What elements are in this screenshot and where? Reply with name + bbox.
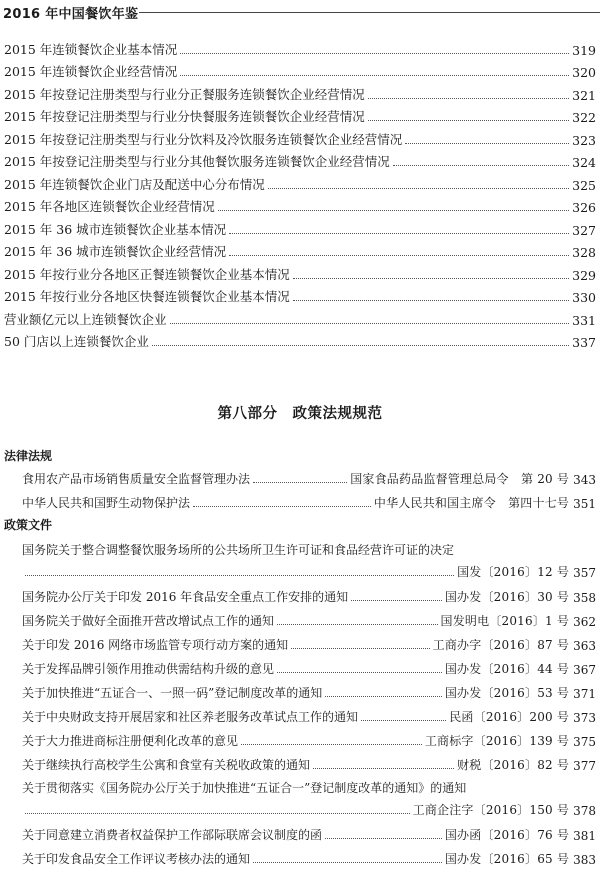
leader-dots	[25, 813, 410, 814]
leader-dots	[193, 506, 371, 507]
entry-page: 357	[573, 566, 596, 580]
entry-page: 367	[573, 663, 596, 677]
leader-dots	[268, 188, 569, 189]
entry-source: 国办发〔2016〕65 号	[444, 852, 570, 866]
entry-title: 营业额亿元以上连锁餐饮企业	[4, 311, 167, 327]
leader-dots	[405, 143, 569, 144]
toc-entry[interactable]	[22, 798, 596, 818]
entry-title: 2015 年连锁餐饮企业基本情况	[4, 41, 178, 57]
toc-entry[interactable]	[0, 193, 600, 216]
toc-entry[interactable]	[0, 170, 600, 193]
leader-dots	[325, 696, 442, 697]
entry-page: 324	[572, 155, 596, 170]
leader-dots	[170, 323, 570, 324]
leader-dots	[393, 165, 569, 166]
entry-source: 国办发〔2016〕53 号	[444, 686, 570, 700]
entry-title[interactable]: 国务院关于整合调整餐饮服务场所的公共场所卫生许可证和食品经营许可证的决定	[22, 543, 455, 557]
toc-entry[interactable]	[22, 609, 596, 629]
entry-page: 322	[572, 110, 596, 125]
entry-title: 2015 年连锁餐饮企业经营情况	[4, 64, 178, 79]
entry-title: 关于印发食品安全工作评议考核办法的通知	[22, 852, 251, 866]
entry-page: 362	[573, 615, 596, 629]
leader-dots	[277, 624, 437, 625]
toc-entry[interactable]	[0, 328, 600, 351]
entry-source: 国发〔2016〕12 号	[457, 565, 570, 579]
leader-dots	[253, 482, 347, 483]
entry-source: 民函〔2016〕200 号	[449, 710, 570, 724]
entry-page: 320	[572, 65, 596, 80]
entry-title: 关于同意建立消费者权益保护工作部际联席会议制度的函	[22, 828, 323, 842]
entry-title: 2015 年 36 城市连锁餐饮企业经营情况	[4, 244, 227, 259]
leader-dots	[218, 210, 569, 211]
toc-entry[interactable]	[0, 125, 600, 148]
entry-page: 325	[572, 177, 596, 193]
entry-page: 358	[573, 591, 596, 605]
leader-dots	[241, 744, 422, 745]
toc-entry[interactable]	[22, 823, 596, 843]
entry-source: 财税〔2016〕82 号	[457, 758, 570, 772]
leader-dots	[180, 53, 569, 54]
running-header	[0, 0, 600, 22]
entry-page: 319	[572, 42, 596, 58]
toc-entry[interactable]	[0, 58, 600, 81]
leader-dots	[277, 672, 442, 673]
toc-entry[interactable]	[22, 705, 596, 725]
entry-page: 381	[573, 829, 596, 843]
entry-source: 国发明电〔2016〕1 号	[440, 614, 570, 628]
toc-entry[interactable]	[0, 103, 600, 126]
toc-entry[interactable]	[0, 215, 600, 238]
toc-entry[interactable]	[22, 491, 596, 511]
entry-source: 工商办字〔2016〕87 号	[432, 638, 570, 652]
entry-page: 323	[572, 132, 596, 148]
entry-title: 关于加快推进“五证合一、一照一码”登记制度改革的通知	[22, 686, 323, 700]
toc-entry[interactable]	[22, 753, 596, 773]
entry-title: 2015 年按行业分各地区正餐连锁餐饮企业基本情况	[4, 266, 290, 282]
category-heading-policy: 政策文件	[4, 518, 53, 532]
entry-title: 关于大力推进商标注册便利化改革的意见	[22, 734, 239, 748]
entry-title: 2015 年按登记注册类型与行业分正餐服务连锁餐饮企业经营情况	[4, 86, 365, 102]
toc-entry[interactable]	[0, 80, 600, 103]
toc-entry[interactable]	[22, 847, 596, 867]
entry-page: 375	[573, 735, 596, 749]
category-heading-laws: 法律法规	[4, 449, 53, 463]
entry-page: 329	[572, 267, 596, 283]
table-of-contents-stats	[0, 35, 600, 350]
entry-title: 食用农产品市场销售质量安全监督管理办法	[22, 472, 251, 486]
entry-title: 关于印发 2016 网络市场监管专项行动方案的通知	[22, 638, 289, 652]
entry-title: 2015 年各地区连锁餐饮企业经营情况	[4, 199, 215, 214]
entry-title: 中华人民共和国野生动物保护法	[22, 496, 191, 510]
entry-title: 关于中央财政支持开展居家和社区养老服务改革试点工作的通知	[22, 710, 359, 724]
entry-title: 2015 年按登记注册类型与行业分饮料及冷饮服务连锁餐饮企业经营情况	[4, 131, 403, 147]
leader-dots	[291, 648, 429, 649]
leader-dots	[325, 838, 442, 839]
leader-dots	[351, 600, 442, 601]
entry-page: 330	[572, 290, 596, 305]
toc-entry[interactable]	[0, 238, 600, 261]
header-rule	[139, 12, 600, 13]
leader-dots	[368, 120, 569, 121]
leader-dots	[253, 862, 442, 863]
entry-title: 50 门店以上连锁餐饮企业	[4, 334, 149, 349]
toc-entry[interactable]	[0, 305, 600, 328]
leader-dots	[152, 345, 569, 346]
toc-entry[interactable]	[22, 729, 596, 749]
leader-dots	[229, 255, 569, 256]
leader-dots	[368, 98, 569, 99]
toc-entry[interactable]	[0, 35, 600, 58]
entry-page: 371	[573, 687, 596, 701]
leader-dots	[313, 768, 454, 769]
entry-source: 工商标字〔2016〕139 号	[424, 734, 570, 748]
entry-page: 326	[572, 200, 596, 215]
entry-source: 国办发〔2016〕30 号	[444, 590, 570, 604]
entry-page: 383	[573, 853, 596, 867]
entry-page: 351	[573, 497, 596, 511]
entry-page: 321	[572, 87, 596, 103]
toc-entry[interactable]	[0, 148, 600, 171]
entry-page: 377	[573, 759, 596, 773]
entry-source: 国办函〔2016〕76 号	[444, 828, 570, 842]
entry-title: 国务院办公厅关于印发 2016 年食品安全重点工作安排的通知	[22, 590, 349, 604]
leader-dots	[25, 575, 454, 576]
toc-entry[interactable]	[22, 633, 596, 653]
entry-page: 378	[573, 804, 596, 818]
entry-title: 国务院关于做好全面推开营改增试点工作的通知	[22, 614, 275, 628]
entry-source: 国办发〔2016〕44 号	[444, 662, 570, 676]
part-title: 第八部分 政策法规规范	[217, 405, 383, 422]
entry-title: 关于继续执行高校学生公寓和食堂有关税收政策的通知	[22, 758, 311, 772]
entry-page: 327	[572, 222, 596, 238]
entry-page: 373	[573, 711, 596, 725]
toc-entry[interactable]	[0, 260, 600, 283]
entry-page: 363	[573, 639, 596, 653]
toc-entry[interactable]	[22, 560, 596, 580]
entry-title: 2015 年按行业分各地区快餐连锁餐饮企业基本情况	[4, 289, 290, 304]
entry-title[interactable]: 关于贯彻落实《国务院办公厅关于加快推进“五证合一”登记制度改革的通知》的通知	[22, 781, 467, 795]
book-title: 2016 年中国餐饮年鉴	[3, 7, 139, 22]
entry-page: 331	[572, 312, 596, 328]
entry-title: 2015 年 36 城市连锁餐饮企业基本情况	[4, 221, 227, 237]
entry-title: 2015 年连锁餐饮企业门店及配送中心分布情况	[4, 176, 265, 192]
toc-entry[interactable]	[22, 657, 596, 677]
entry-source: 中华人民共和国主席令 第四十七号	[373, 496, 570, 510]
leader-dots	[293, 300, 569, 301]
leader-dots	[361, 720, 446, 721]
leader-dots	[293, 278, 569, 279]
entry-title: 关于发挥品牌引领作用推动供需结构升级的意见	[22, 662, 275, 676]
entry-source: 工商企注字〔2016〕150 号	[412, 803, 570, 817]
toc-entry[interactable]	[22, 585, 596, 605]
toc-entry[interactable]	[22, 681, 596, 701]
entry-page: 328	[572, 245, 596, 260]
leader-dots	[229, 233, 569, 234]
entry-title: 2015 年按登记注册类型与行业分快餐服务连锁餐饮企业经营情况	[4, 109, 365, 124]
entry-page: 343	[573, 473, 596, 487]
entry-title: 2015 年按登记注册类型与行业分其他餐饮服务连锁餐饮企业经营情况	[4, 154, 390, 169]
toc-entry[interactable]	[0, 283, 600, 306]
entry-source: 国家食品药品监督管理总局令 第 20 号	[350, 472, 570, 486]
toc-entry[interactable]	[22, 467, 596, 487]
entry-page: 337	[572, 335, 596, 350]
leader-dots	[180, 75, 569, 76]
